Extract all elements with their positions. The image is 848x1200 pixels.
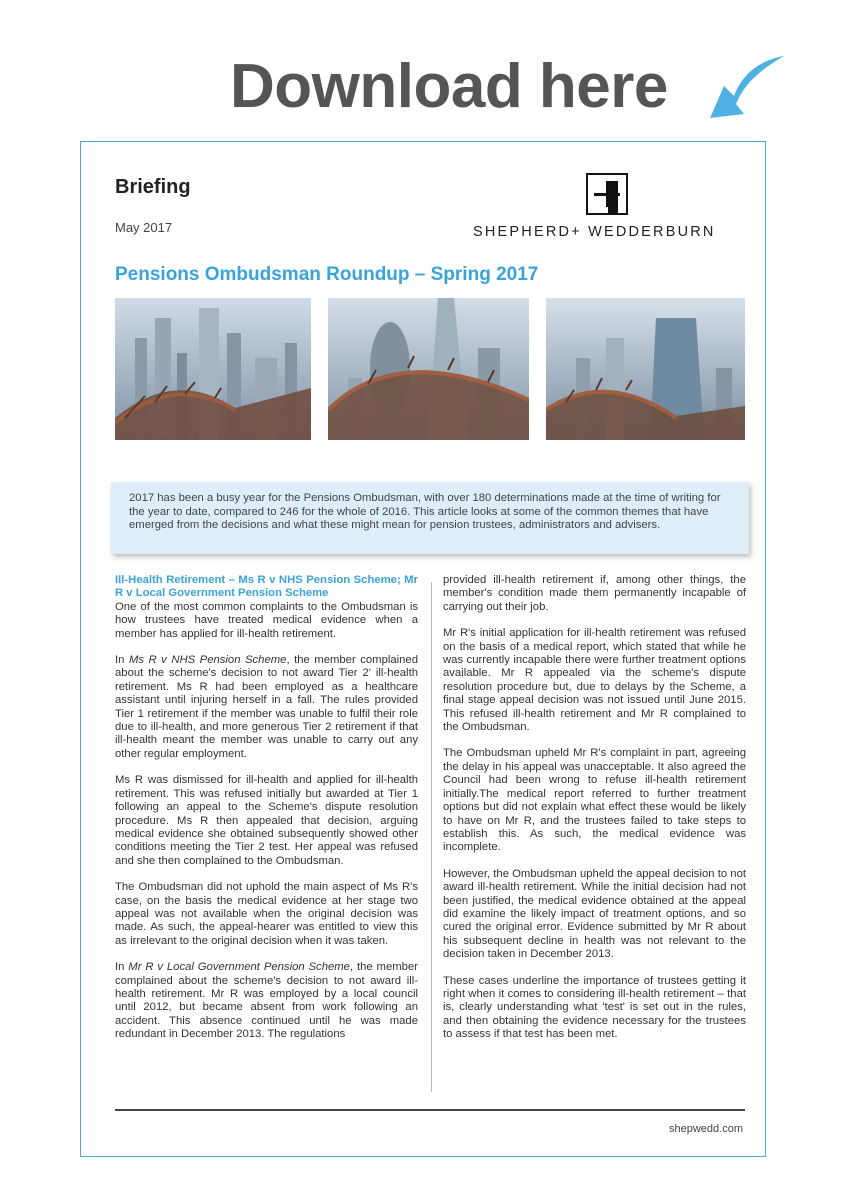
curved-arrow-down-left-icon (700, 52, 790, 122)
paragraph: Ms R was dismissed for ill-health and applied for ill-health retirement. This was refused initially but awarded at Tier 1 following an appeal to the Scheme's dispute resolution procedure. Ms R then appealed that decision, arguing medical evidence she obtained subsequently showed other conditions meeting the Tier 2 test. Her appeal was refused and she then complained to the Ombudsman. (115, 774, 418, 867)
paragraph: In Ms R v NHS Pension Scheme, the member complained about the scheme's decision to not award Tier 2' ill-health retirement. Ms R had been employed as a healthcare assistant until injuring herself in a fall. The rules provided Tier 1 retirement if the member was unable to fulfil their role due to ill-health, and more generous Tier 2 retirement if that ill-health meant the member was unable to carry out any other regular employment. (115, 654, 418, 760)
city-bridge-photo-2 (328, 298, 529, 440)
logo-cross-square-icon (586, 173, 628, 215)
city-bridge-photo-1 (115, 298, 311, 440)
city-bridge-photo-3 (546, 298, 745, 440)
case-name: Ms R v NHS Pension Scheme (128, 654, 287, 667)
briefing-document (80, 141, 766, 1157)
download-here-link[interactable]: Download here (230, 52, 668, 121)
paragraph: One of the most common complaints to the Ombudsman is how trustees have treated medical evidence when a member has applied for ill-health retirement. (115, 600, 418, 640)
right-column (443, 574, 746, 1055)
left-column (115, 574, 418, 1055)
paragraph: In Mr R v Local Government Pension Scheme, the member complained about the scheme's decision to not award ill-health retirement. Mr R was employed by a local council until 2012, but became absent from work following an accident. This absence continued until he was made redundant in December 2013. The regulations (115, 961, 418, 1041)
column-divider (431, 582, 432, 1092)
section-heading: Ill-Health Retirement – Ms R v NHS Pension Scheme; Mr R v Local Government Pension Scheme (115, 574, 418, 600)
paragraph: The Ombudsman did not uphold the main aspect of Ms R's case, on the basis the medical evidence at her stage two appeal was not available when the original decision was made. As such, the appeal-hearer was entitled to view this as irrelevant to the original decision when it was taken. (115, 881, 418, 947)
footer-divider (115, 1109, 745, 1111)
download-banner[interactable] (0, 52, 848, 124)
summary-box: 2017 has been a busy year for the Pensions Ombudsman, with over 180 determinations made at the time of writing for the year to date, compared to 246 for the whole of 2016. This article looks at some of the common themes that have emerged from the decisions and what these might mean for pension trustees, administrators and advisers. (111, 482, 749, 554)
paragraph: However, the Ombudsman upheld the appeal decision to not award ill-health retirement. While the initial decision had not been justified, the medical evidence obtained at the appeal did examine the likely impact of treatment options, and so cured the original error. Evidence submitted by Mr R about his subsequent decline in health was not relevant to the decision taken in December 2013. (443, 867, 746, 961)
paragraph: Mr R's initial application for ill-health retirement was refused on the basis of a medical report, which stated that while he was currently incapable there were further treatment options available. Mr R appealed via the scheme's dispute resolution procedure but, due to delays by the Scheme, a final stage appeal decision was not issued until June 2015. This refused ill-health retirement and Mr R complained to the Ombudsman. (443, 627, 746, 734)
document-date: May 2017 (115, 220, 173, 235)
footer-url: shepwedd.com (669, 1123, 743, 1135)
document-label: Briefing (115, 176, 191, 198)
document-title: Pensions Ombudsman Roundup – Spring 2017 (115, 264, 539, 285)
logo-text: SHEPHERD+ WEDDERBURN (473, 224, 716, 240)
paragraph: The Ombudsman upheld Mr R's complaint in part, agreeing the delay in his appeal was unacceptable. It also agreed the Council had been wrong to refuse ill-health retirement initially.The medical report referred to further treatment options but did not explain what effect these would be likely to have on Mr R, and the trustees failed to take steps to establish this. As such, the medical evidence was incomplete. (443, 747, 746, 854)
case-name: Mr R v Local Government Pension Scheme (128, 961, 350, 974)
paragraph: These cases underline the importance of trustees getting it right when it comes to considering ill-health retirement – that is, clearly understanding what 'test' is set out in the rules, and then obtaining the evidence necessary for the trustees to assess if that test has been met. (443, 974, 746, 1041)
paragraph: provided ill-health retirement if, among other things, the member's condition made them permanently incapable of carrying out their job. (443, 574, 746, 613)
